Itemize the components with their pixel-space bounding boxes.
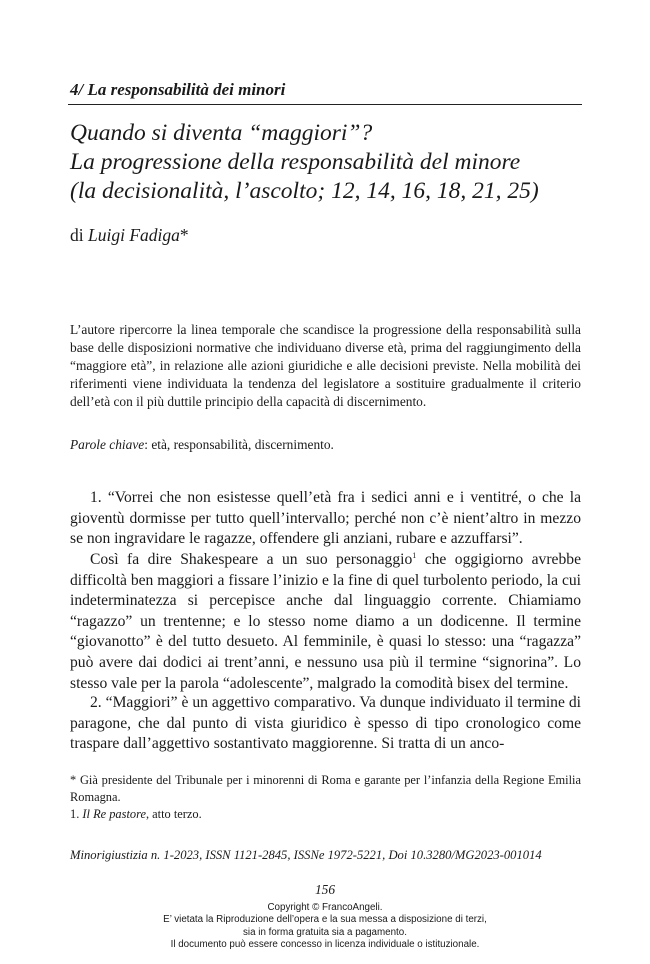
footnote-1-title: Il Re pastore	[82, 807, 146, 821]
article-title	[70, 119, 590, 206]
keywords-text: : età, responsabilità, discernimento.	[144, 437, 334, 452]
section-header: 4/ La responsabilità dei minori	[70, 80, 286, 99]
title-line-1: Quando si diventa “maggiori”?	[70, 120, 373, 146]
paragraph-2-rest: che oggigiorno avrebbe difficoltà ben maggiori a fissare l’inizio e la fine di quel turbolento periodo, la cui indeterminatezza si percepisce anche dal linguaggio corrente. Chiamiamo “ragazzo” un trentenne; e lo stesso nome diamo a un dodicenne. Il termine “giovanotto” è del tutto desueto. Al femminile, è quasi lo stesso: una “ragazza” può avere dai dodici ai trent’anni, e nessuno usa più il termine “signorina”. Lo stesso vale per la parola “adolescente”, malgrado la comodità bisex del termine.	[70, 551, 581, 692]
footnote-1	[70, 806, 581, 823]
page-number: 156	[314, 882, 336, 897]
keywords	[70, 437, 334, 453]
title-line-2: La progressione della responsabilità del minore	[70, 149, 521, 175]
footnote-ref-1: 1	[412, 550, 417, 560]
journal-citation: Minorigiustizia n. 1-2023, ISSN 1121-2845, ISSNe 1972-5221, Doi 10.3280/MG2023-001014	[70, 848, 542, 862]
header-rule	[68, 104, 582, 105]
copyright-notice	[0, 902, 650, 951]
footnote-1-rest: , atto terzo.	[145, 807, 202, 821]
body-paragraph-2	[70, 550, 581, 694]
footnote-1-number: 1.	[70, 807, 80, 821]
author-name: Luigi Fadiga	[88, 225, 180, 245]
byline-prefix: di	[70, 225, 84, 245]
paragraph-2-start: Così fa dire Shakespeare a un suo personaggio	[90, 551, 413, 568]
copyright-line-3: sia in forma gratuita sia a pagamento.	[243, 926, 407, 938]
copyright-line-4: Il documento può essere concesso in licenza individuale o istituzionale.	[170, 938, 480, 950]
keywords-label: Parole chiave	[70, 437, 145, 452]
body-paragraph-1: 1. “Vorrei che non esistesse quell’età fra i sedici anni e i ventitré, o che la gioventù dormisse per tutto quell’intervallo; perché non c’è nient’altro in mezzo se non ingravidare le ragazze, offendere gli anziani, rubare e azzuffarsi”.	[70, 489, 581, 548]
author-note-marker: *	[179, 225, 189, 245]
copyright-line-2: E’ vietata la Riproduzione dell’opera e la sua messa a disposizione di terzi,	[163, 914, 487, 926]
byline	[70, 225, 189, 246]
body-paragraph-3: 2. “Maggiori” è un aggettivo comparativo. Va dunque individuato il termine di paragone, che dal punto di vista giuridico è spesso di tipo cronologico come traspare dall’aggettivo sostantivato maggiorenne. Si tratta di un anco-	[70, 694, 581, 753]
copyright-line-1: Copyright © FrancoAngeli.	[267, 902, 383, 913]
abstract: L’autore ripercorre la linea temporale che scandisce la progressione della responsabilità sulla base delle disposizioni normative che individuano diverse età, prima del raggiungimento della “maggiore età”, in relazione alle azioni giuridiche e alle decisioni previste. Nella mobilità dei riferimenti viene individuata la tendenza del legislatore a sostituire gradualmente il criterio dell’età con il più duttile principio della capacità di discernimento.	[70, 322, 581, 410]
title-line-3: (la decisionalità, l’ascolto; 12, 14, 16, 18, 21, 25)	[70, 178, 539, 204]
footnote-star: * Già presidente del Tribunale per i minorenni di Roma e garante per l’infanzia della Regione Emilia Romagna.	[70, 773, 581, 804]
